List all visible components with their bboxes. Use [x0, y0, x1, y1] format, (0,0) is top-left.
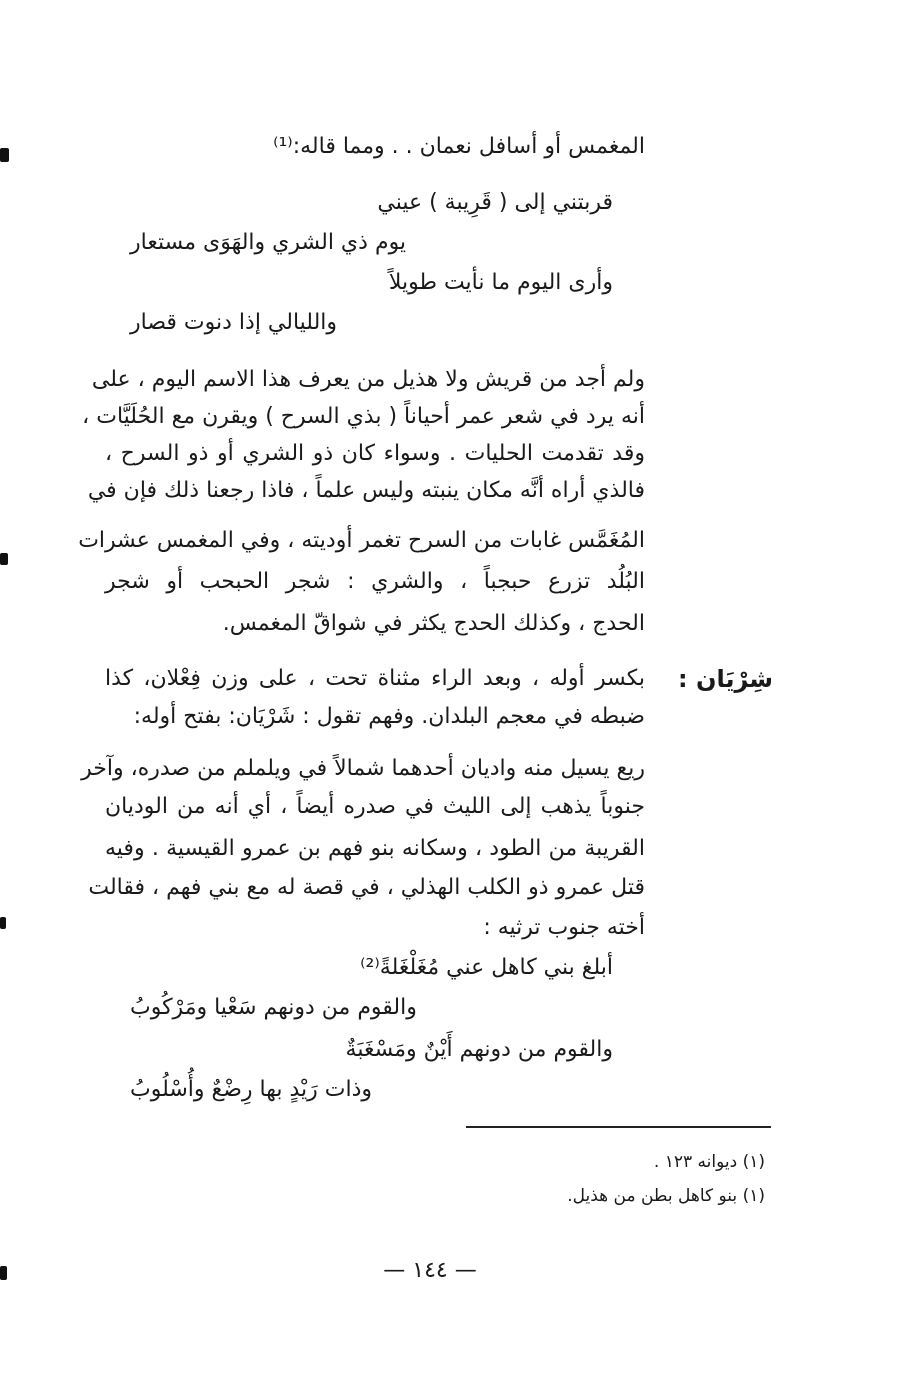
- scan-mark: [0, 148, 9, 162]
- page-number: — ١٤٤ —: [383, 1258, 477, 1283]
- para1-line: البُلُد تزرع حبجباً ، والشري : شجر الحبحب أو شجر: [105, 569, 645, 594]
- scan-mark: [0, 917, 6, 929]
- para2-line: أخته جنوب ترثيه :: [483, 915, 645, 940]
- para1-line: المُغَمَّس غابات من السرح تغمر أوديته ، وفي المغمس عشرات: [78, 528, 645, 553]
- para2-line: القريبة من الطود ، وسكانه بنو فهم بن عمرو القيسية . وفيه: [105, 836, 645, 861]
- footnote-2: (١) بنو كاهل بطن من هذيل.: [567, 1186, 765, 1206]
- para1-line: فالذي أراه أنَّه مكان ينبته وليس علماً ، فاذا رجعنا ذلك فإن في: [87, 478, 645, 503]
- poem1-hemistich-4: والليالي إذا دنوت قصار: [130, 310, 338, 335]
- poem1-hemistich-1: قربتني إلى ( قَرِيبة ) عيني: [377, 190, 613, 215]
- entry-headword: شِرْيَان :: [678, 665, 773, 693]
- scan-mark: [0, 1266, 7, 1280]
- para2-line: جنوباً يذهب إلى الليث في صدره أيضاً ، أي أنه من الوديان: [105, 794, 645, 819]
- para2-line: ريع يسيل منه واديان أحدهما شمالاً في ويلملم من صدره، وآخر: [81, 756, 645, 781]
- poem2-hemistich-3: والقوم من دونهم أَيْنٌ ومَسْغَبَةٌ: [345, 1037, 613, 1062]
- footnote-1: (١) ديوانه ١٢٣ .: [653, 1152, 765, 1172]
- poem2-hemistich-4: وذات رَيْدٍ بها رِضْعٌ وأُسْلُوبُ: [130, 1077, 373, 1102]
- poem2-hemistich-1: أبلغ بني كاهل عني مُغَلْغَلةً⁽²⁾: [360, 955, 613, 980]
- footnote-divider: [466, 1126, 771, 1128]
- entry-line: بكسر أوله ، وبعد الراء مثناة تحت ، على وزن فِعْلان، كذا: [105, 666, 645, 691]
- intro-line: المغمس أو أسافل نعمان . . ومما قاله:⁽¹⁾: [273, 134, 645, 159]
- poem1-hemistich-2: يوم ذي الشري والهَوَى مستعار: [130, 230, 407, 255]
- para1-line: أنه يرد في شعر عمر أحياناً ( بذي السرح ) ويقرن مع الحُلَيَّات ،: [82, 404, 645, 429]
- para2-line: قتل عمرو ذو الكلب الهذلي ، في قصة له مع بني فهم ، فقالت: [88, 875, 645, 900]
- entry-line: ضبطه في معجم البلدان. وفهم تقول : شَرْيَان: بفتح أوله:: [133, 704, 645, 729]
- scan-mark: [0, 553, 8, 565]
- poem2-hemistich-2: والقوم من دونهم سَعْيا ومَرْكُوبُ: [130, 995, 417, 1020]
- para1-line: وقد تقدمت الحليات . وسواء كان ذو الشري أو ذو السرح ،: [105, 441, 645, 466]
- para1-line: ولم أجد من قريش ولا هذيل من يعرف هذا الاسم اليوم ، على: [91, 367, 645, 392]
- para1-line: الحدج ، وكذلك الحدج يكثر في شواقّ المغمس.: [222, 611, 645, 636]
- poem1-hemistich-3: وأرى اليوم ما نأيت طويلاً: [388, 270, 613, 295]
